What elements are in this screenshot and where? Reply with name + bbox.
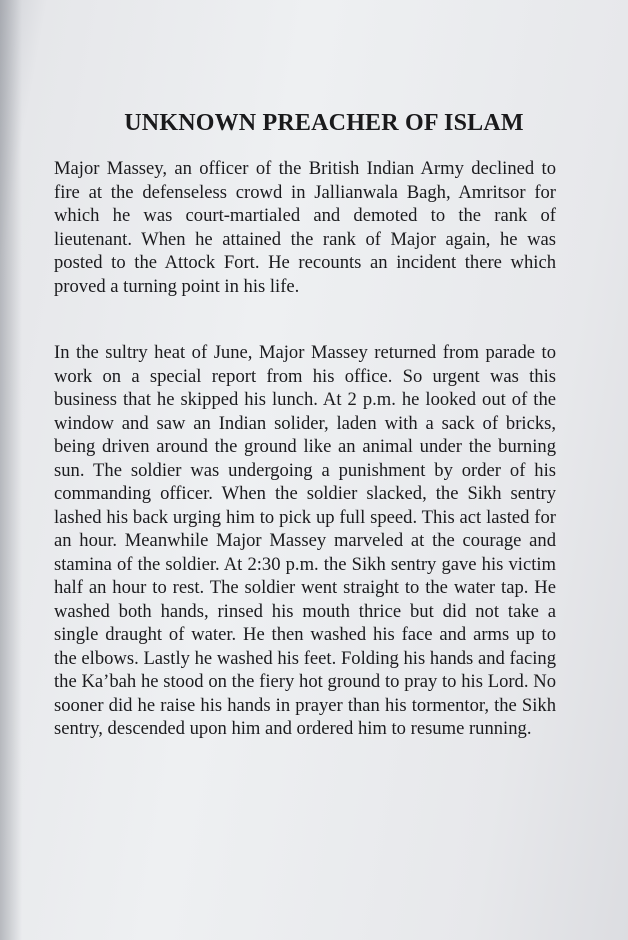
chapter-title: UNKNOWN PREACHER OF ISLAM: [124, 110, 524, 136]
paragraph-1: Major Massey, an officer of the British Indian Army declined to fire at the defenseless crowd in Jallianwala Bagh, Amritsor for which he was court-martialed and demoted to the rank of lieutenant. When he attained the rank of Major again, he was posted to the Attock Fort. He recounts an incident there which proved a turning point in his life.: [54, 158, 556, 297]
spine-shadow: [0, 0, 22, 940]
paragraph-2: In the sultry heat of June, Major Massey returned from parade to work on a special report from his office. So urgent was this business that he skipped his lunch. At 2 p.m. he looked out of the window and saw an Indian solider, laden with a sack of bricks, being driven around the ground like an animal under the burning sun. The soldier was undergoing a punishment by order of his commanding officer. When the soldier slacked, the Sikh sentry lashed his back urging him to pick up full speed. This act lasted for an hour. Meanwhile Major Massey marveled at the courage and stamina of the soldier. At 2:30 p.m. the Sikh sentry gave his victim half an hour to rest. The soldier went straight to the water tap. He washed both hands, rinsed his mouth thrice but did not take a single draught of water. He then washed his face and arms up to the elbows. Lastly he washed his feet. Folding his hands and facing the Ka’bah he stood on the fiery hot ground to pray to his Lord. No sooner did he raise his hands in prayer than his tormentor, the Sikh sentry, descended upon him and ordered him to resume running.: [54, 342, 556, 739]
